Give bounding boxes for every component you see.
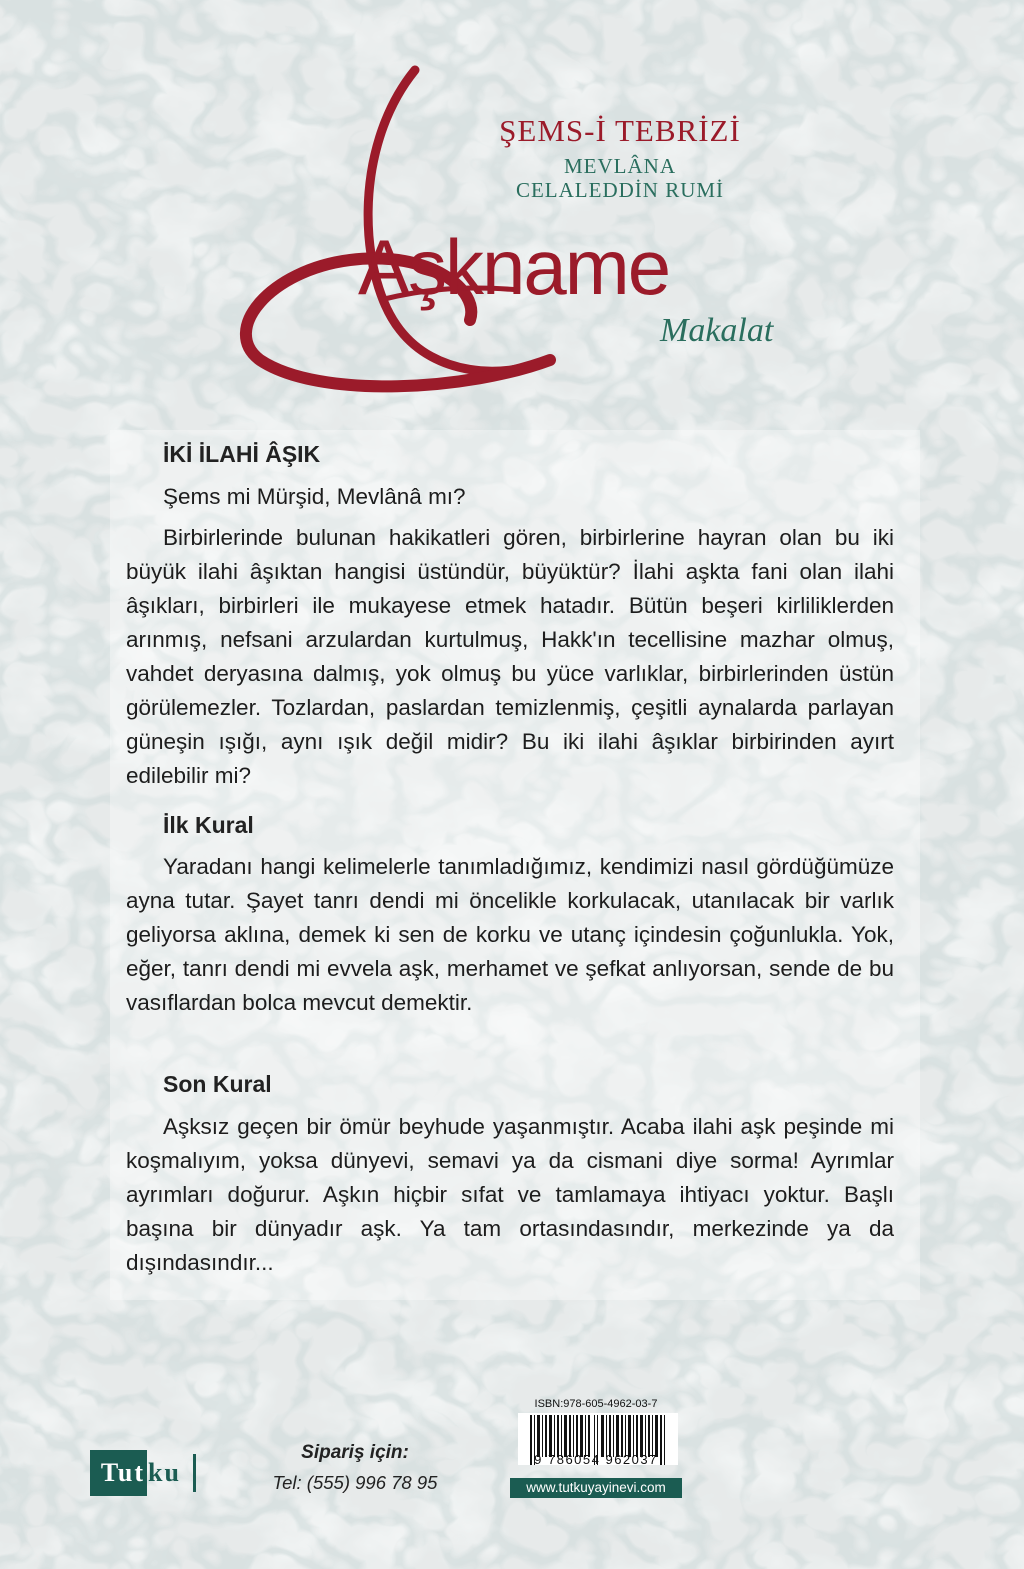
book-subtitle: Makalat [660, 312, 774, 349]
publisher-logo-bar [193, 1454, 196, 1492]
barcode-digits: 9 786054 962037 [534, 1452, 658, 1467]
order-info [260, 1442, 450, 1494]
author-mevlana: MEVLÂNA [564, 154, 676, 178]
order-phone: Tel: (555) 996 78 95 [272, 1472, 438, 1493]
subheading-sems-mursid: Şems mi Mürşid, Mevlânâ mı? [163, 484, 466, 509]
publisher-logo-left: Tut [90, 1450, 147, 1496]
website-link[interactable]: www.tutkuyayinevi.com [510, 1478, 682, 1498]
heading-ilk-kural: İlk Kural [163, 812, 254, 838]
publisher-logo [90, 1450, 196, 1496]
order-label: Sipariş için: [301, 1442, 409, 1463]
heading-son-kural: Son Kural [163, 1071, 272, 1097]
isbn-label: ISBN:978-605-4962-03-7 [534, 1398, 658, 1410]
publisher-logo-right: ku [148, 1458, 181, 1487]
heading-iki-ilahi-asik: İKİ İLAHİ ÂŞIK [163, 441, 321, 467]
book-title: Aşkname [358, 223, 670, 311]
paragraph-iki-ilahi-asik: Birbirlerinde bulunan hakikatleri gören, birbirlerine hayran olan bu iki büyük ilahi âşıktan hangisi üstündür, büyüktür? İlahi aşkta fani olan ilahi âşıkları, birbirleri ile mukayese etmek hatadır. Bütün beşeri kirliliklerden arınmış, nefsani arzulardan kurtulmuş, Hakk'ın tecellisine mazhar olmuş, vahdet deryasına dalmış, yok olmuş bu yüce varlıklar, birbirlerinden üstün görülemezler. Tozlardan, paslardan temizlenmiş, çeşitli aynalarda parlayan güneşin ışığı, aynı ışık değil midir? Bu iki ilahi âşıklar birbirinden ayırt edilebilir mi? [126, 525, 894, 788]
paragraph-ilk-kural: Yaradanı hangi kelimelerle tanımladığımız, kendimizi nasıl gördüğümüze ayna tutar. Şayet tanrı dendi mi öncelikle korkulacak, utanılacak bir varlık geliyorsa aklına, demek ki sen de korku ve utanç içindesin çoğunlukla. Yok, eğer, tanrı dendi mi evvela aşk, merhamet ve şefkat anlıyorsan, sende de bu vasıflardan bolca mevcut demektir. [126, 854, 894, 1015]
paragraph-son-kural: Aşksız geçen bir ömür beyhude yaşanmıştır. Acaba ilahi aşk peşinde mi koşmalıyım, yoksa dünyevi, semavi ya da cismani diye sorma! Ayrımlar ayrımları doğurur. Aşkın hiçbir sıfat ve tamlamaya ihtiyacı yoktur. Başlı başına bir dünyadır aşk. Ya tam ortasındasındır, merkezinde ya da dışındasındır... [126, 1114, 894, 1275]
author-celaleddin: CELALEDDİN RUMİ [515, 178, 725, 202]
isbn-block [510, 1398, 682, 1500]
author-sems: ŞEMS-İ TEBRİZİ [499, 113, 741, 148]
